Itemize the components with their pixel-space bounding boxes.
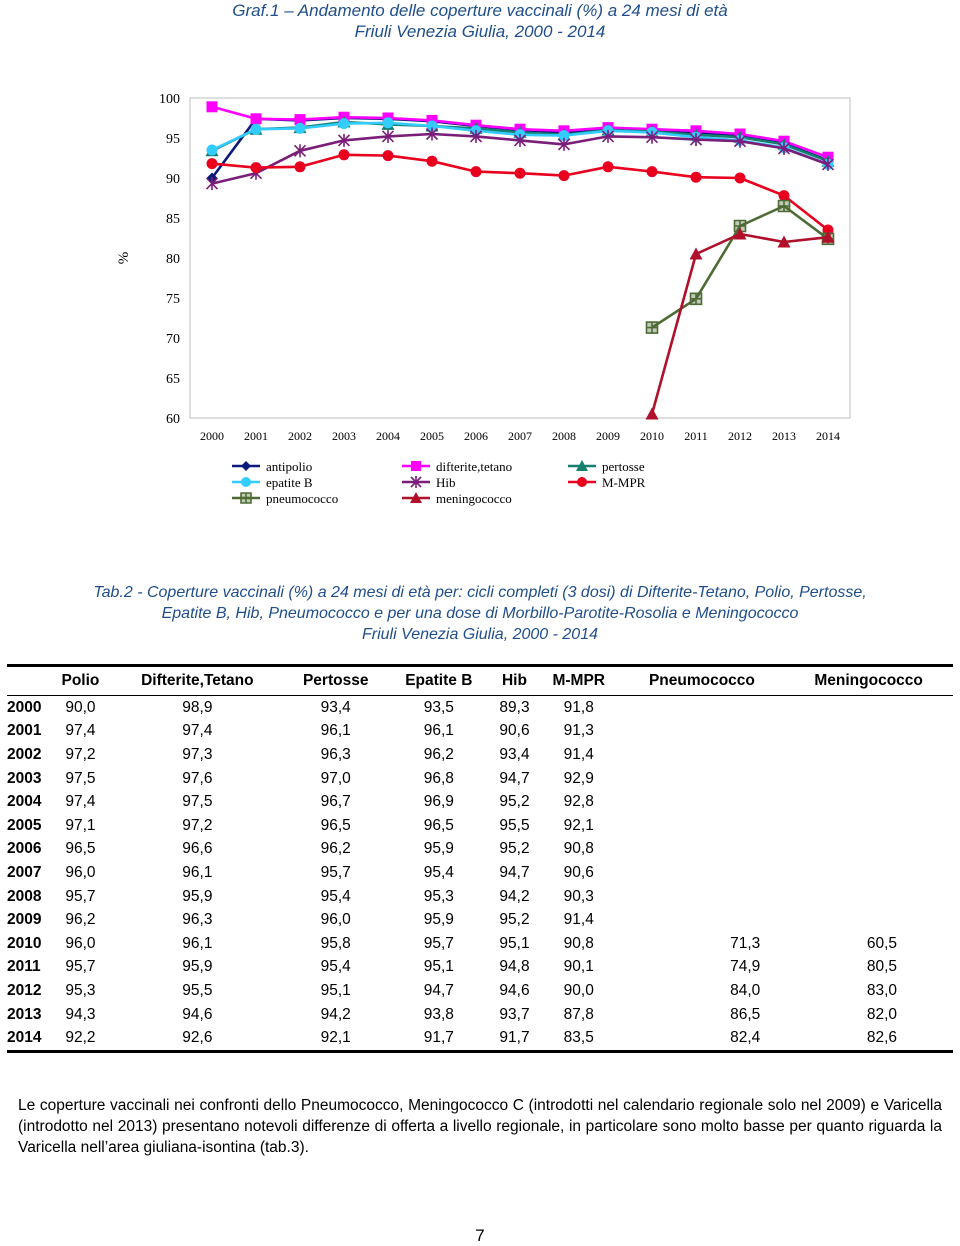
data-point xyxy=(207,101,218,112)
table-cell: 94,7 xyxy=(499,769,530,787)
table-title-line3: Friuli Venezia Giulia, 2000 - 2014 xyxy=(362,626,598,643)
table-cell: 90,1 xyxy=(563,958,594,976)
table-cell: 93,4 xyxy=(499,745,530,763)
body-paragraph: Le coperture vaccinali nei confronti dello Pneumococco, Meningococco C (introdotti nel calendario regionale solo nel 2009) e Varicella (introdotto nel 2013) presentano notevoli differenze di offerta a livello regionale, in particolare sono molto basse per quanto riguarda la Varicella nell’area giuliana-isontina (tab.3). xyxy=(18,1097,942,1156)
table-cell: 92,1 xyxy=(563,816,594,834)
table-cell xyxy=(784,720,953,744)
table-cell xyxy=(784,861,953,885)
data-point xyxy=(241,493,251,503)
row-year: 2001 xyxy=(7,722,42,740)
table-cell: 97,2 xyxy=(182,816,213,834)
column-header: Pertosse xyxy=(285,666,387,696)
table-cell: 96,7 xyxy=(320,793,351,811)
x-tick-label: 2005 xyxy=(420,429,444,443)
data-point xyxy=(647,322,658,333)
table-cell: 95,3 xyxy=(423,887,454,905)
y-tick-label: 90 xyxy=(166,172,180,187)
column-header: Meningococco xyxy=(784,666,953,696)
y-tick-label: 80 xyxy=(166,252,180,267)
column-header: M-MPR xyxy=(538,666,620,696)
data-point xyxy=(383,150,394,161)
data-point xyxy=(251,124,262,135)
table-cell: 95,1 xyxy=(320,981,351,999)
table-row xyxy=(7,1026,953,1051)
line-chart xyxy=(0,80,960,520)
legend-item xyxy=(402,459,512,474)
table-cell: 84,0 xyxy=(730,981,761,999)
table-cell: 97,3 xyxy=(182,745,213,763)
x-tick-label: 2011 xyxy=(684,429,708,443)
table-cell: 96,1 xyxy=(182,863,213,881)
table-row xyxy=(7,908,953,932)
data-point xyxy=(735,173,746,184)
table-cell: 90,6 xyxy=(563,863,594,881)
row-year: 2007 xyxy=(7,863,42,881)
y-tick-label: 70 xyxy=(166,332,180,347)
x-tick-label: 2010 xyxy=(640,429,664,443)
x-tick-label: 2008 xyxy=(552,429,576,443)
table-row xyxy=(7,720,953,744)
table-cell: 96,1 xyxy=(423,722,454,740)
legend-item xyxy=(402,491,512,506)
table-cell: 96,5 xyxy=(423,816,454,834)
table-cell: 93,4 xyxy=(320,698,351,716)
table-cell: 74,9 xyxy=(730,958,761,976)
table-title-line2: Epatite B, Hib, Pneumococco e per una dose di Morbillo-Parotite-Rosolia e Meningococco xyxy=(161,605,799,622)
table-cell: 90,3 xyxy=(563,887,594,905)
table-title-line1: Tab.2 - Coperture vaccinali (%) a 24 mesi di età per: cicli completi (3 dosi) di Difterite-Tetano, Polio, Pertosse, xyxy=(93,584,867,601)
legend-label: difterite,tetano xyxy=(436,459,513,474)
table-cell: 95,4 xyxy=(320,887,351,905)
table-cell: 95,7 xyxy=(423,934,454,952)
table-title xyxy=(15,582,945,645)
table-cell: 90,6 xyxy=(499,722,530,740)
table-cell: 96,9 xyxy=(423,793,454,811)
table-cell: 97,5 xyxy=(182,793,213,811)
row-year: 2004 xyxy=(7,793,42,811)
row-year: 2013 xyxy=(7,1005,42,1023)
legend-item xyxy=(402,475,456,490)
data-point xyxy=(251,113,262,124)
y-axis-label: % xyxy=(116,251,132,265)
table-row xyxy=(7,696,953,720)
data-point xyxy=(647,166,658,177)
row-year: 2003 xyxy=(7,769,42,787)
legend-item xyxy=(568,459,645,474)
legend-item xyxy=(232,459,312,474)
table-cell: 94,7 xyxy=(499,863,530,881)
legend-item xyxy=(232,491,338,506)
table-cell: 89,3 xyxy=(499,698,530,716)
table-cell: 95,4 xyxy=(320,958,351,976)
data-point xyxy=(295,123,306,134)
legend-label: meningococco xyxy=(436,491,512,506)
y-tick-label: 100 xyxy=(159,92,180,107)
table-cell: 92,9 xyxy=(563,769,594,787)
table-cell xyxy=(784,790,953,814)
series-line xyxy=(652,234,828,414)
table-cell: 91,8 xyxy=(563,698,594,716)
data-point xyxy=(559,170,570,181)
table-cell xyxy=(620,720,785,744)
table-cell: 95,7 xyxy=(320,863,351,881)
table-cell: 91,4 xyxy=(563,911,594,929)
column-header: Pneumococco xyxy=(620,666,785,696)
table-cell: 95,9 xyxy=(182,887,213,905)
table-cell xyxy=(620,908,785,932)
x-tick-label: 2004 xyxy=(376,429,400,443)
table-cell xyxy=(620,861,785,885)
table-cell: 94,2 xyxy=(499,887,530,905)
table-cell: 98,9 xyxy=(182,698,213,716)
x-tick-label: 2009 xyxy=(596,429,620,443)
data-point xyxy=(691,172,702,183)
data-point xyxy=(295,161,306,172)
table-cell: 96,5 xyxy=(320,816,351,834)
column-header: Hib xyxy=(491,666,538,696)
table-cell: 96,1 xyxy=(320,722,351,740)
legend-label: pertosse xyxy=(602,459,645,474)
data-point xyxy=(251,162,262,173)
table-cell: 97,2 xyxy=(65,745,96,763)
x-tick-label: 2002 xyxy=(288,429,312,443)
column-header xyxy=(7,666,51,696)
y-tick-label: 65 xyxy=(166,372,180,387)
page-number: 7 xyxy=(475,1226,485,1245)
table-cell: 92,8 xyxy=(563,793,594,811)
data-point xyxy=(515,168,526,179)
table-cell: 96,3 xyxy=(182,911,213,929)
table-cell: 95,9 xyxy=(182,958,213,976)
row-year: 2006 xyxy=(7,840,42,858)
table-cell: 95,9 xyxy=(423,911,454,929)
legend-item xyxy=(232,475,313,490)
table-header-row xyxy=(7,666,953,696)
x-tick-label: 2014 xyxy=(816,429,840,443)
table-cell: 71,3 xyxy=(730,934,761,952)
chart-title xyxy=(0,0,960,42)
table-body xyxy=(7,696,953,1052)
table-cell: 90,8 xyxy=(563,934,594,952)
table-cell: 95,5 xyxy=(499,816,530,834)
table-row xyxy=(7,767,953,791)
table-cell: 95,3 xyxy=(65,981,96,999)
legend-label: pneumococco xyxy=(266,491,339,506)
table-row xyxy=(7,790,953,814)
table-row xyxy=(7,861,953,885)
table-cell: 95,9 xyxy=(423,840,454,858)
table-cell: 60,5 xyxy=(866,934,897,952)
table-cell xyxy=(784,838,953,862)
table-cell: 97,1 xyxy=(65,816,96,834)
table-cell: 91,4 xyxy=(563,745,594,763)
table-cell: 94,6 xyxy=(499,981,530,999)
table-cell: 96,8 xyxy=(423,769,454,787)
legend-item xyxy=(568,475,646,490)
row-year: 2005 xyxy=(7,816,42,834)
table-row xyxy=(7,838,953,862)
table-row xyxy=(7,956,953,980)
legend-label: epatite B xyxy=(266,475,313,490)
table-cell: 97,4 xyxy=(65,793,96,811)
table-cell xyxy=(784,814,953,838)
table-cell: 96,0 xyxy=(65,863,96,881)
table-cell xyxy=(620,767,785,791)
table-row xyxy=(7,743,953,767)
table-cell: 93,5 xyxy=(423,698,454,716)
data-point xyxy=(427,156,438,167)
table-cell: 83,0 xyxy=(866,981,897,999)
legend-label: Hib xyxy=(436,475,456,490)
x-tick-label: 2012 xyxy=(728,429,752,443)
row-year: 2011 xyxy=(7,958,41,976)
data-point xyxy=(691,293,702,304)
data-point xyxy=(779,201,790,212)
x-tick-label: 2006 xyxy=(464,429,488,443)
column-header: Epatite B xyxy=(387,666,491,696)
data-point xyxy=(471,166,482,177)
table-cell: 96,5 xyxy=(65,840,96,858)
coverage-table xyxy=(7,664,953,1053)
row-year: 2014 xyxy=(7,1026,51,1051)
table-row xyxy=(7,979,953,1003)
table-cell: 96,1 xyxy=(182,934,213,952)
table-row xyxy=(7,814,953,838)
table-cell: 94,6 xyxy=(182,1005,213,1023)
table-cell xyxy=(784,908,953,932)
table-cell: 96,0 xyxy=(320,911,351,929)
legend-label: M-MPR xyxy=(602,475,646,490)
table-cell xyxy=(620,838,785,862)
chart-title-line1: Graf.1 – Andamento delle coperture vaccinali (%) a 24 mesi di età xyxy=(232,1,728,20)
data-point xyxy=(646,408,659,420)
table-cell: 96,2 xyxy=(423,745,454,763)
x-tick-label: 2007 xyxy=(508,429,532,443)
table-cell xyxy=(620,743,785,767)
table-cell: 92,1 xyxy=(285,1026,387,1051)
table-cell xyxy=(784,743,953,767)
table-cell: 90,0 xyxy=(563,981,594,999)
table-cell: 95,1 xyxy=(499,934,530,952)
x-tick-label: 2003 xyxy=(332,429,356,443)
table-cell: 94,2 xyxy=(320,1005,351,1023)
series-meningococco xyxy=(646,228,835,420)
series-pneumococco xyxy=(647,201,834,334)
row-year: 2010 xyxy=(7,934,42,952)
table-cell: 92,6 xyxy=(110,1026,285,1051)
row-year: 2002 xyxy=(7,745,42,763)
legend-label: antipolio xyxy=(266,459,313,474)
x-tick-label: 2013 xyxy=(772,429,796,443)
x-tick-label: 2000 xyxy=(200,429,224,443)
table-cell: 95,4 xyxy=(423,863,454,881)
table-cell: 96,3 xyxy=(320,745,351,763)
data-point xyxy=(339,118,350,129)
y-tick-label: 60 xyxy=(166,412,180,427)
table-cell: 93,7 xyxy=(499,1005,530,1023)
data-point xyxy=(603,161,614,172)
table-cell: 95,1 xyxy=(423,958,454,976)
table-cell xyxy=(784,767,953,791)
data-point xyxy=(779,190,790,201)
table-cell: 82,6 xyxy=(784,1026,953,1051)
table-cell: 97,4 xyxy=(65,722,96,740)
data-point xyxy=(690,248,703,260)
y-tick-label: 95 xyxy=(166,132,180,147)
table-cell: 83,5 xyxy=(538,1026,620,1051)
table-cell: 94,7 xyxy=(423,981,454,999)
table-cell: 94,8 xyxy=(499,958,530,976)
table-cell xyxy=(620,885,785,909)
table-cell: 82,4 xyxy=(620,1026,785,1051)
table-cell: 82,0 xyxy=(866,1005,897,1023)
table-cell: 90,8 xyxy=(563,840,594,858)
table-cell: 91,7 xyxy=(491,1026,538,1051)
chart-title-line2: Friuli Venezia Giulia, 2000 - 2014 xyxy=(354,22,606,41)
data-point xyxy=(241,477,251,487)
table-cell: 93,8 xyxy=(423,1005,454,1023)
table-cell: 96,2 xyxy=(65,911,96,929)
table-cell: 94,3 xyxy=(65,1005,96,1023)
data-point xyxy=(383,117,394,128)
data-point xyxy=(241,461,251,471)
row-year: 2008 xyxy=(7,887,42,905)
table-cell: 97,0 xyxy=(320,769,351,787)
table-cell: 95,5 xyxy=(182,981,213,999)
table-cell: 92,2 xyxy=(51,1026,110,1051)
table-row xyxy=(7,1003,953,1027)
table-cell: 95,7 xyxy=(65,887,96,905)
table-cell: 96,6 xyxy=(182,840,213,858)
data-point xyxy=(207,145,218,156)
table-cell: 97,4 xyxy=(182,722,213,740)
data-point xyxy=(577,477,587,487)
table-cell: 90,0 xyxy=(65,698,96,716)
table-cell: 96,2 xyxy=(320,840,351,858)
y-tick-label: 75 xyxy=(166,292,180,307)
data-point xyxy=(411,461,421,471)
row-year: 2012 xyxy=(7,981,42,999)
column-header: Polio xyxy=(51,666,110,696)
table-cell xyxy=(620,814,785,838)
column-header: Difterite,Tetano xyxy=(110,666,285,696)
table-cell: 97,6 xyxy=(182,769,213,787)
data-point xyxy=(339,149,350,160)
table-cell xyxy=(620,790,785,814)
table-cell: 91,7 xyxy=(387,1026,491,1051)
table-row xyxy=(7,932,953,956)
row-year: 2000 xyxy=(7,698,42,716)
table-row xyxy=(7,885,953,909)
table-cell xyxy=(620,696,785,720)
data-point xyxy=(207,158,218,169)
table-cell xyxy=(784,696,953,720)
table-cell: 95,2 xyxy=(499,793,530,811)
x-tick-label: 2001 xyxy=(244,429,268,443)
table-cell: 95,2 xyxy=(499,840,530,858)
table-cell: 91,3 xyxy=(563,722,594,740)
table-cell: 87,8 xyxy=(563,1005,594,1023)
table-cell: 95,8 xyxy=(320,934,351,952)
table-cell: 96,0 xyxy=(65,934,96,952)
row-year: 2009 xyxy=(7,911,42,929)
table-cell xyxy=(784,885,953,909)
table-cell: 86,5 xyxy=(730,1005,761,1023)
table-cell: 95,2 xyxy=(499,911,530,929)
y-tick-label: 85 xyxy=(166,212,180,227)
table-cell: 80,5 xyxy=(866,958,897,976)
table-cell: 95,7 xyxy=(65,958,96,976)
table-cell: 97,5 xyxy=(65,769,96,787)
